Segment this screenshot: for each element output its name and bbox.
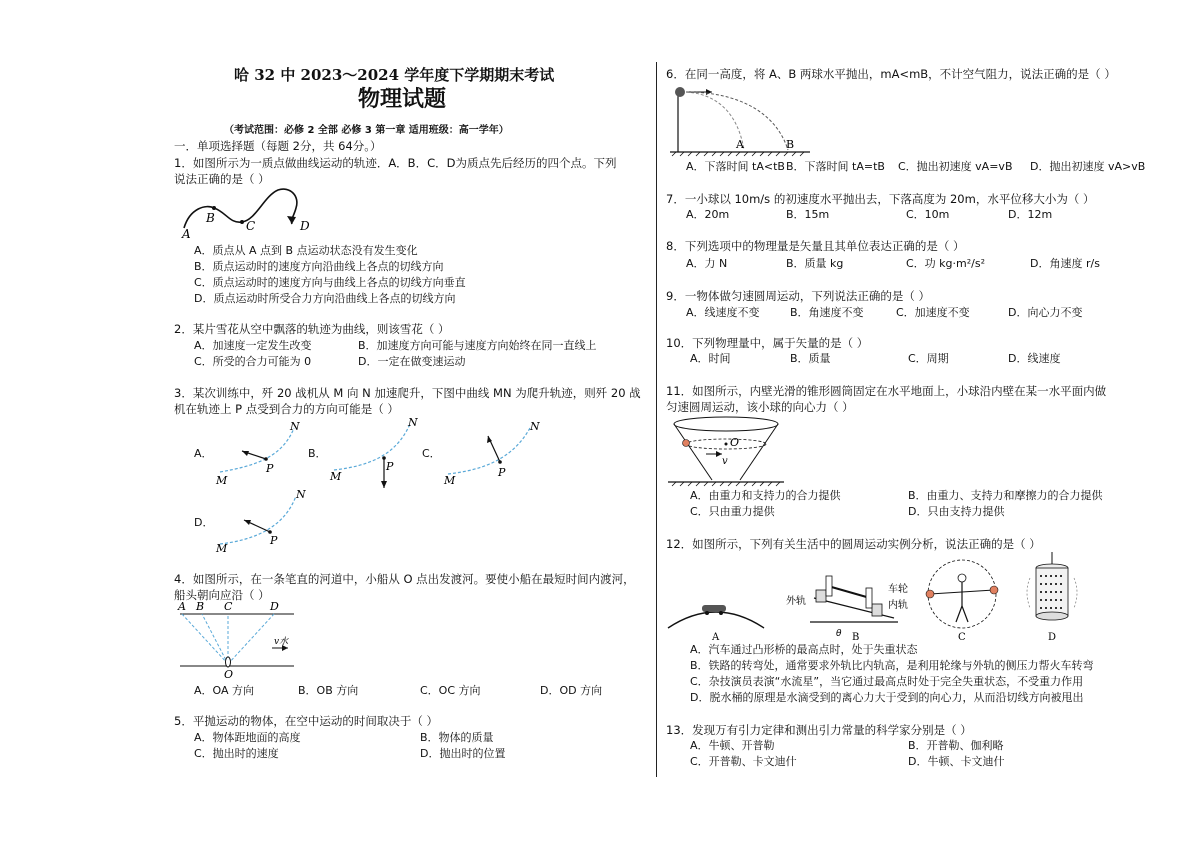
q3c-label-n: N <box>530 420 540 433</box>
q6-option-c[interactable]: C．抛出初速度 vA=vB <box>898 160 1013 173</box>
q3b-label-n: N <box>408 416 418 429</box>
q12c-performer-leg <box>962 606 968 622</box>
q1-option-a[interactable]: A．质点从 A 点到 B 点运动状态没有发生变化 <box>194 244 418 257</box>
q6-ball-icon <box>675 87 685 97</box>
q3-option-b[interactable]: B． <box>308 447 327 460</box>
q9-option-b[interactable]: B．角速度不变 <box>790 306 864 319</box>
q3-figure-c[interactable] <box>442 420 542 486</box>
q12b-wheel-right <box>866 588 872 608</box>
q6-projectile-figure <box>668 84 814 158</box>
q1-stem-line1: 1．如图所示为一质点做曲线运动的轨迹．A．B．C．D为质点先后经历的四个点。下列 <box>174 156 617 170</box>
q4-label-d: D <box>270 600 279 613</box>
q3-figure-b[interactable] <box>328 416 420 492</box>
q12-label-b: B <box>852 632 860 643</box>
q12-option-a[interactable]: A．汽车通过凸形桥的最高点时，处于失重状态 <box>690 643 918 656</box>
q11-option-a[interactable]: A．由重力和支持力的合力提供 <box>690 489 841 502</box>
q6-stem: 6．在同一高度，将 A、B 两球水平抛出，mA<mB，不计空气阻力，说法正确的是（ ） <box>666 67 1116 81</box>
q12-figures <box>666 552 1090 642</box>
q11-label-o: O <box>730 436 740 449</box>
q12c-performer-leg <box>956 606 962 622</box>
q2-option-b[interactable]: B．加速度方向可能与速度方向始终在同一直线上 <box>358 339 597 352</box>
q12b-inner-rail <box>872 604 882 616</box>
q12d-drum-bottom <box>1036 612 1068 620</box>
q10-option-c[interactable]: C．周期 <box>908 352 949 365</box>
q11-ball-icon <box>683 440 690 447</box>
q12-figure-a <box>668 605 764 643</box>
q11-stem-line1: 11．如图所示，内壁光滑的锥形圆筒固定在水平地面上，小球沿内壁在某一水平面内做 <box>666 384 1107 398</box>
q3c-point-p <box>498 460 502 464</box>
q11-stem-line2: 匀速圆周运动，该小球的向心力（ ） <box>666 400 854 414</box>
q4-stem-line1: 4．如图所示，在一条笔直的河道中，小船从 O 点出发渡河。要使小船在最短时间内渡河， <box>174 572 635 586</box>
q11-center-point <box>725 443 728 446</box>
q1-label-b: B <box>206 211 215 225</box>
q4-option-d[interactable]: D．OD 方向 <box>540 684 603 697</box>
q3d-label-m: M <box>216 542 228 555</box>
q12-label-outer-rail: 外轨 <box>786 596 806 607</box>
q9-option-c[interactable]: C．加速度不变 <box>896 306 970 319</box>
q3d-curve <box>220 496 296 544</box>
q12a-wheel <box>705 611 709 615</box>
q3-stem-line2: 机在轨迹上 P 点受到合力的方向可能是（ ） <box>174 402 399 416</box>
q12b-outer-rail <box>816 590 826 602</box>
q11-option-b[interactable]: B．由重力、支持力和摩擦力的合力提供 <box>908 489 1103 502</box>
q1-label-c: C <box>246 219 256 233</box>
q4-option-a[interactable]: A．OA 方向 <box>194 684 255 697</box>
q3-option-c[interactable]: C． <box>422 447 441 460</box>
q3-option-a[interactable]: A． <box>194 447 213 460</box>
column-divider <box>656 62 657 777</box>
q11-option-c[interactable]: C．只由重力提供 <box>690 505 775 518</box>
q3a-point-p <box>264 457 268 461</box>
q6-label-a: A <box>736 138 744 151</box>
q12a-car-icon <box>702 605 726 612</box>
q12-label-d: D <box>1048 632 1057 643</box>
q6-label-b: B <box>786 138 795 151</box>
q13-stem: 13．发现万有引力定律和测出引力常量的科学家分别是（ ） <box>666 723 972 737</box>
q3c-label-p: P <box>498 466 506 479</box>
q4-label-a: A <box>178 600 186 613</box>
q3d-label-n: N <box>296 488 306 501</box>
q3a-label-n: N <box>290 420 300 433</box>
q13-option-c[interactable]: C．开普勒、卡文迪什 <box>690 755 797 768</box>
q12c-performer-head <box>958 574 966 582</box>
q1-curve-arrowhead <box>287 216 296 224</box>
q7-option-a[interactable]: A．20m <box>686 208 730 221</box>
q2-stem: 2．某片雪花从空中飘落的轨迹为曲线，则该雪花（ ） <box>174 322 450 336</box>
q12a-bridge <box>668 612 764 628</box>
q13-option-a[interactable]: A．牛顿、开普勒 <box>690 739 775 752</box>
q4-boat-icon <box>226 657 231 667</box>
q1-stem-line2: 说法正确的是（ ） <box>174 172 270 186</box>
q12-label-c: C <box>958 632 966 643</box>
q8-option-a[interactable]: A．力 N <box>686 257 728 270</box>
q3d-arrowhead <box>244 520 251 525</box>
exam-title: 哈 32 中 2023～2024 学年度下学期期末考试 <box>234 66 555 84</box>
q8-option-d[interactable]: D．角速度 r/s <box>1030 257 1100 270</box>
q3-stem-line1: 3．某次训练中，歼 20 战机从 M 向 N 加速爬升，下图中曲线 MN 为爬升轨迹，则歼 20 战 <box>174 386 641 400</box>
q12a-wheel <box>719 611 723 615</box>
q3b-label-p: P <box>386 460 394 473</box>
q12-option-d[interactable]: D．脱水桶的原理是水滴受到的离心力大于受到的向心力，从而沿切线方向被甩出 <box>690 691 1084 704</box>
q9-option-a[interactable]: A．线速度不变 <box>686 306 760 319</box>
q11-cone-right <box>740 424 778 480</box>
q1-point-b <box>212 206 216 210</box>
q1-trajectory-figure <box>178 186 318 240</box>
q1-option-b[interactable]: B．质点运动时的速度方向沿曲线上各点的切线方向 <box>194 260 444 273</box>
q1-label-a: A <box>182 227 191 241</box>
q2-option-c[interactable]: C．所受的合力可能为 0 <box>194 355 312 368</box>
q1-point-c <box>240 220 244 224</box>
q2-option-d[interactable]: D．一定在做变速运动 <box>358 355 466 368</box>
q3-figure-d[interactable] <box>214 488 314 554</box>
q13-option-b[interactable]: B．开普勒、伽利略 <box>908 739 1004 752</box>
q1-option-c[interactable]: C．质点运动时的速度方向与曲线上各点的切线方向垂直 <box>194 276 466 289</box>
q9-stem: 9．一物体做匀速圆周运动，下列说法正确的是（ ） <box>666 289 930 303</box>
q6-option-d[interactable]: D．抛出初速度 vA>vB <box>1030 160 1146 173</box>
q5-stem: 5．平抛运动的物体，在空中运动的时间取决于（ ） <box>174 714 438 728</box>
q4-label-o: O <box>224 668 234 681</box>
q7-stem: 7．一小球以 10m/s 的初速度水平抛出去，下落高度为 20m，水平位移大小为（ ） <box>666 192 1095 206</box>
q3a-label-p: P <box>266 462 274 475</box>
q11-label-v: v <box>722 456 728 467</box>
q11-cone-left <box>674 424 712 480</box>
subject-title: 物理试题 <box>358 86 447 112</box>
q12c-cup-left <box>926 590 934 598</box>
q4-line-ob <box>202 614 228 664</box>
q10-stem: 10．下列物理量中，属于矢量的是（ ） <box>666 336 869 350</box>
q12-figure-c <box>926 560 998 643</box>
q1-label-d: D <box>300 219 310 233</box>
q8-stem: 8．下列选项中的物理量是矢量且其单位表达正确的是（ ） <box>666 239 965 253</box>
q4-option-c[interactable]: C．OC 方向 <box>420 684 481 697</box>
q12-option-c[interactable]: C．杂技演员表演“水流星”，当它通过最高点时处于完全失重状态，不受重力作用 <box>690 675 1084 688</box>
q8-option-b[interactable]: B．质量 kg <box>786 257 844 270</box>
q4-line-od <box>228 614 274 664</box>
q11-ground-hatch <box>672 482 780 486</box>
q6-option-a[interactable]: A．下落时间 tA<tB <box>686 160 785 173</box>
q12-option-b[interactable]: B．铁路的转弯处，通常要求外轨比内轨高，是利用轮缘与外轨的侧压力帮火车转弯 <box>690 659 1094 672</box>
q4-river-figure <box>176 598 300 680</box>
q10-option-b[interactable]: B．质量 <box>790 352 831 365</box>
q4-label-c: C <box>224 600 233 613</box>
q12-label-theta: θ <box>836 629 842 639</box>
q12-figure-d <box>1027 552 1077 643</box>
q3a-label-m: M <box>216 474 228 487</box>
q12b-wheel-left <box>826 576 832 596</box>
q7-option-c[interactable]: C．10m <box>906 208 950 221</box>
q4-stem-line2: 船头朝向应沿（ ） <box>174 588 270 602</box>
q4-line-oa <box>182 614 228 664</box>
q3b-arrowhead <box>381 481 387 488</box>
q3b-curve <box>334 424 410 470</box>
q3a-curve <box>220 428 294 472</box>
q3-option-d[interactable]: D． <box>194 516 214 529</box>
q4-option-b[interactable]: B．OB 方向 <box>298 684 359 697</box>
q5-option-c[interactable]: C．抛出时的速度 <box>194 747 279 760</box>
q12-figure-b <box>786 576 908 643</box>
q8-option-c[interactable]: C．功 kg·m²/s² <box>906 257 985 270</box>
q3c-label-m: M <box>444 474 456 487</box>
q9-option-d[interactable]: D．向心力不变 <box>1008 306 1083 319</box>
q13-option-d[interactable]: D．牛顿、卡文迪什 <box>908 755 1005 768</box>
q4-label-b: B <box>196 600 205 613</box>
q10-option-a[interactable]: A．时间 <box>690 352 731 365</box>
q10-option-d[interactable]: D．线速度 <box>1008 352 1061 365</box>
q12b-axle <box>828 586 870 598</box>
q12-label-inner-rail: 内轨 <box>888 600 908 611</box>
q12c-cup-right <box>990 586 998 594</box>
q11-option-d[interactable]: D．只由支持力提供 <box>908 505 1005 518</box>
q12-stem: 12．如图所示，下列有关生活中的圆周运动实例分析，说法正确的是（ ） <box>666 537 1041 551</box>
q3d-label-p: P <box>270 534 278 547</box>
q1-option-d[interactable]: D．质点运动时所受合力方向沿曲线上各点的切线方向 <box>194 292 456 305</box>
exam-scope: （考试范围：必修 2 全部 必修 3 第一章 适用班级：高一学年） <box>224 125 509 136</box>
q5-option-b[interactable]: B．物体的质量 <box>420 731 494 744</box>
q6-ground-hatch <box>672 152 804 156</box>
q6-option-b[interactable]: B．下落时间 tA=tB <box>786 160 885 173</box>
q5-option-a[interactable]: A．物体距地面的高度 <box>194 731 301 744</box>
q5-option-d[interactable]: D．抛出时的位置 <box>420 747 506 760</box>
q7-option-b[interactable]: B．15m <box>786 208 830 221</box>
q4-label-v: v水 <box>274 637 289 647</box>
q7-option-d[interactable]: D．12m <box>1008 208 1053 221</box>
section-heading: 一．单项选择题（每题 2分，共 64分。） <box>174 139 382 153</box>
q2-option-a[interactable]: A．加速度一定发生改变 <box>194 339 312 352</box>
q12-label-a: A <box>712 632 720 643</box>
q11-cone-rim <box>674 417 778 431</box>
q12-label-wheel: 车轮 <box>888 584 908 595</box>
q3b-label-m: M <box>330 470 342 483</box>
q3c-curve <box>448 428 530 474</box>
q3a-arrowhead <box>242 451 249 456</box>
q11-cone-figure <box>668 414 784 488</box>
q3-figure-a[interactable] <box>214 420 306 486</box>
